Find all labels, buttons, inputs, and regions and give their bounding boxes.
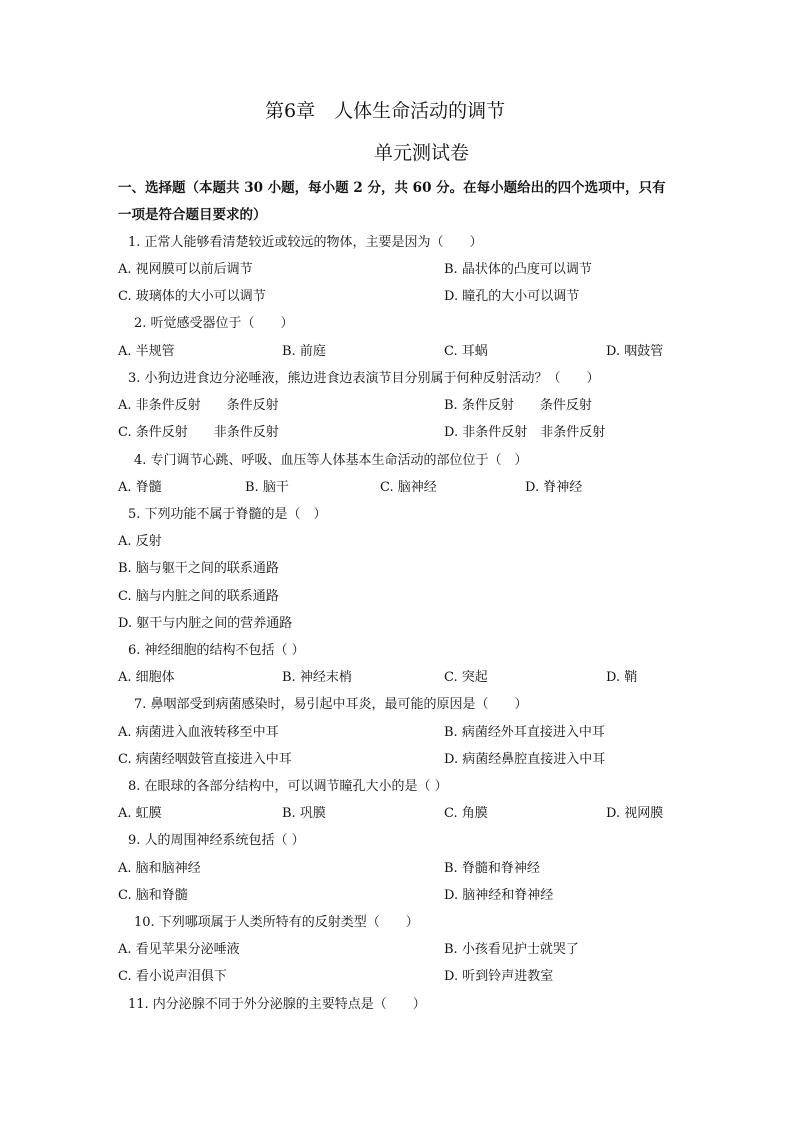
option: A. 虹膜 (118, 806, 162, 821)
option: B. 前庭 (282, 344, 326, 359)
option: D. 瞳孔的大小可以调节 (444, 289, 580, 304)
option: C. 脑与内脏之间的联系通路 (118, 589, 279, 604)
option: A. 非条件反射 条件反射 (118, 398, 279, 413)
option: B. 条件反射 条件反射 (444, 398, 592, 413)
option: B. 脑干 (245, 480, 289, 495)
option: C. 玻璃体的大小可以调节 (118, 289, 266, 304)
option: C. 耳蜗 (444, 344, 488, 359)
option: A. 病菌进入血液转移至中耳 (118, 725, 279, 740)
question-stem: 9. 人的周围神经系统包括（ ） (128, 833, 305, 848)
page-title: 第6章 人体生命活动的调节 (265, 100, 506, 122)
option: D. 躯干与内脏之间的营养通路 (118, 616, 293, 631)
question-stem: 8. 在眼球的各部分结构中，可以调节瞳孔大小的是（ ） (128, 779, 448, 794)
option: B. 脊髓和脊神经 (444, 861, 540, 876)
option: B. 晶状体的凸度可以调节 (444, 262, 592, 277)
section-heading-line2: 一项是符合题目要求的） (118, 207, 267, 223)
option: A. 看见苹果分泌唾液 (118, 942, 240, 957)
option: A. 脑和脑神经 (118, 861, 201, 876)
option: A. 半规管 (118, 344, 175, 359)
option: D. 鞘 (606, 670, 638, 685)
option: D. 咽鼓管 (606, 344, 664, 359)
option: A. 脊髓 (118, 480, 162, 495)
option: C. 脑和脊髓 (118, 888, 188, 903)
option: A. 视网膜可以前后调节 (118, 262, 253, 277)
option: C. 看小说声泪俱下 (118, 969, 227, 984)
option: C. 突起 (444, 670, 488, 685)
question-stem: 6. 神经细胞的结构不包括（ ） (128, 643, 305, 658)
question-stem: 7. 鼻咽部受到病菌感染时，易引起中耳炎，最可能的原因是（ ） (134, 697, 528, 712)
option: B. 巩膜 (282, 806, 326, 821)
option: D. 脑神经和脊神经 (444, 888, 554, 903)
option: C. 角膜 (444, 806, 488, 821)
option: C. 脑神经 (380, 480, 437, 495)
option: D. 非条件反射 非条件反射 (444, 425, 606, 440)
option: A. 反射 (118, 534, 162, 549)
question-stem: 1. 正常人能够看清楚较近或较远的物体，主要是因为（ ） (128, 235, 483, 250)
section-heading-line1: 一、选择题（本题共 30 小题，每小题 2 分，共 60 分。在每小题给出的四个选项中，只有 (118, 180, 666, 196)
option: B. 病菌经外耳直接进入中耳 (444, 725, 605, 740)
option: D. 听到铃声进教室 (444, 969, 554, 984)
option: B. 脑与躯干之间的联系通路 (118, 561, 279, 576)
question-stem: 11. 内分泌腺不同于外分泌腺的主要特点是（ ） (128, 997, 426, 1012)
option: D. 视网膜 (606, 806, 664, 821)
option: B. 神经末梢 (282, 670, 352, 685)
page-subtitle: 单元测试卷 (374, 142, 470, 164)
option: C. 条件反射 非条件反射 (118, 425, 279, 440)
question-stem: 3. 小狗边进食边分泌唾液，熊边进食边表演节目分别属于何种反射活动？（ ） (128, 371, 600, 386)
question-stem: 4. 专门调节心跳、呼吸、血压等人体基本生命活动的部位位于（ ） (134, 453, 528, 468)
question-stem: 2. 听觉感受器位于（ ） (134, 316, 294, 331)
option: C. 病菌经咽鼓管直接进入中耳 (118, 752, 292, 767)
option: D. 病菌经鼻腔直接进入中耳 (444, 752, 606, 767)
option: D. 脊神经 (525, 480, 583, 495)
question-stem: 10. 下列哪项属于人类所特有的反射类型（ ） (134, 915, 419, 930)
question-stem: 5. 下列功能不属于脊髓的是（ ） (128, 507, 327, 522)
option: B. 小孩看见护士就哭了 (444, 942, 579, 957)
option: A. 细胞体 (118, 670, 175, 685)
